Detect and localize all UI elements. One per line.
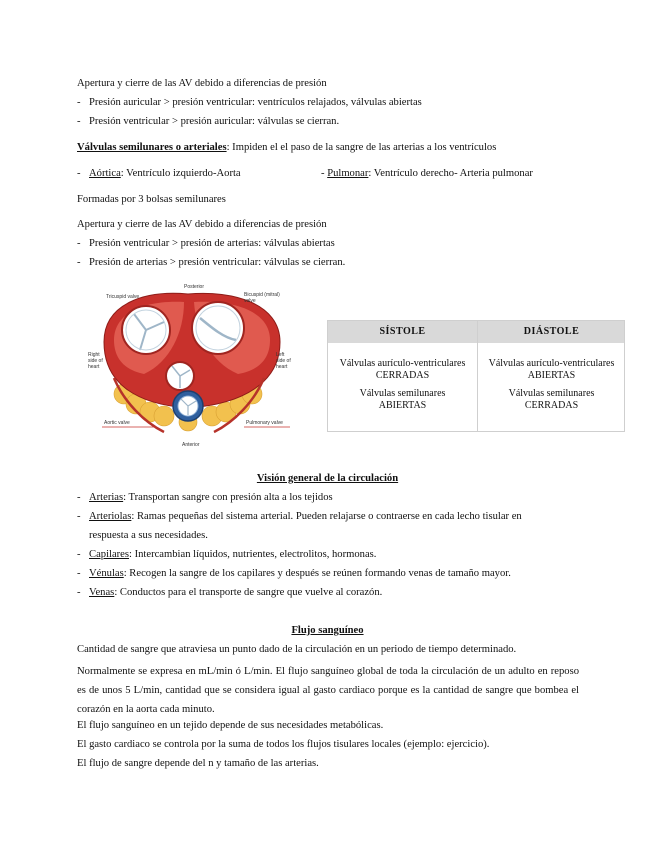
header-diastole: DIÁSTOLE: [523, 326, 580, 337]
circulacion-title: Visión general de la circulación: [256, 473, 399, 484]
label-posterior: Posterior: [184, 284, 205, 290]
bicuspid-valve: [192, 302, 244, 354]
label-bicuspid-2: valve: [244, 298, 256, 304]
circ-item-capilares: - Capilares: Intercambian líquidos, nutrientes, electrolitos, hormonas.: [77, 549, 377, 560]
heart-valves-figure: [84, 282, 298, 450]
semilunar-line: Válvulas semilunares o arteriales: Impiden el el paso de la sangre de las arterias a los ventrículos: [77, 142, 497, 153]
label-tricuspid: Tricuspid valve: [106, 294, 140, 300]
diastole-sl-state: CERRADAS: [524, 400, 579, 411]
flujo-line-4: El gasto cardiaco se controla por la suma de todos los flujos tisulares locales (ejemplo: ejercicio).: [77, 739, 490, 750]
circ-item-venas: - Venas: Conductos para el transporte de sangre que vuelve al corazón.: [77, 587, 383, 598]
av-bullet-2: - Presión ventricular > presión auricular: válvulas se cierran.: [77, 116, 340, 127]
semilunar-title: Válvulas semilunares o arteriales: [77, 142, 227, 153]
systole-diastole-table: [327, 320, 625, 432]
systole-sl-label: Válvulas semilunares: [359, 388, 446, 399]
systole-sl-state: ABIERTAS: [378, 400, 427, 411]
header-systole: SÍSTOLE: [379, 326, 426, 337]
flujo-title: Flujo sanguíneo: [291, 625, 364, 636]
circ-item-venulas: - Vénulas: Recogen la sangre de los capilares y después se reúnen formando venas de tamaño mayor.: [77, 568, 511, 579]
pulmonar-line: - Pulmonar: Ventrículo derecho- Arteria pulmonar: [321, 168, 533, 179]
circ-item-arterias: - Arterias: Transportan sangre con presión alta a los tejidos: [77, 492, 333, 503]
systole-av-label: Válvulas aurículo-ventriculares: [339, 358, 466, 369]
av-heading-2: Apertura y cierre de las AV debido a diferencias de presión: [77, 219, 327, 230]
systole-av-state: CERRADAS: [375, 370, 430, 381]
heart-valves-illustration: [84, 282, 298, 450]
av-bullet-1: - Presión auricular > presión ventricular: ventrículos relajados, válvulas abiertas: [77, 97, 422, 108]
aortica-line: - Aórtica: Ventrículo izquierdo-Aorta: [77, 168, 241, 179]
label-left-3: heart: [276, 364, 288, 370]
label-anterior: Anterior: [182, 442, 200, 448]
circ-item-arteriolas-cont: respuesta a sus necesidades.: [89, 530, 208, 541]
label-left-1: Left: [276, 352, 285, 358]
diastole-av-label: Válvulas aurículo-ventriculares: [488, 358, 615, 369]
flujo-paragraph: Normalmente se expresa en mL/min ó L/min. El flujo sanguíneo global de toda la circulación de un adulto en reposo es de unos 5 L/min, cantidad que se considera igual al gasto cardiaco porque es la cantidad de sangre que bombea el corazón en la aorta cada minuto.: [77, 666, 579, 715]
label-pulmonary: Pulmonary valve: [246, 420, 283, 426]
sl-bullet-2: - Presión de arterias > presión ventricular: válvulas se cierran.: [77, 257, 346, 268]
label-right-1: Right: [88, 352, 100, 358]
flujo-line-5: El flujo de sangre depende del n y tamaño de las arterias.: [77, 758, 319, 769]
label-left-2: side of: [276, 358, 291, 364]
circ-item-arteriolas: - Arteriolas: Ramas pequeñas del sistema arterial. Pueden relajarse o contraerse en cada lecho tisular en: [77, 511, 522, 522]
label-bicuspid-1: Bicuspid (mitral): [244, 292, 280, 298]
sl-bullet-1: - Presión ventricular > presión de arterias: válvulas abiertas: [77, 238, 335, 249]
label-right-3: heart: [88, 364, 100, 370]
diastole-sl-label: Válvulas semilunares: [508, 388, 595, 399]
label-aortic: Aortic valve: [104, 420, 130, 426]
label-right-2: side of: [88, 358, 103, 364]
av-heading-1: Apertura y cierre de las AV debido a diferencias de presión: [77, 78, 327, 89]
flujo-line-1: Cantidad de sangre que atraviesa un punto dado de la circulación en un periodo de tiempo determinado.: [77, 644, 517, 655]
diastole-av-state: ABIERTAS: [527, 370, 576, 381]
formadas-line: Formadas por 3 bolsas semilunares: [77, 194, 226, 205]
flujo-line-3: El flujo sanguíneo en un tejido depende de sus necesidades metabólicas.: [77, 720, 384, 731]
